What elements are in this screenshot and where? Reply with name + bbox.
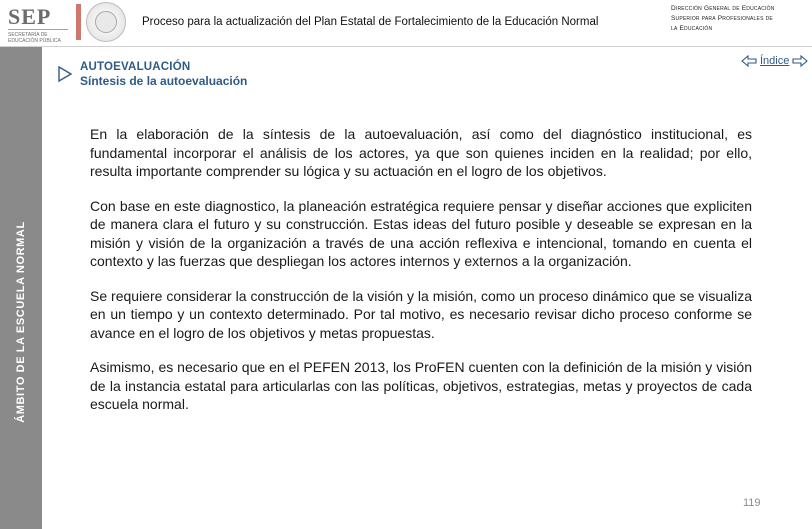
section-subtitle: Síntesis de la autoevaluación	[80, 74, 248, 88]
paragraph: Con base en este diagnostico, la planeación estratégica requiere pensar y diseñar acciones que expliciten de manera clara el futuro y su construcción. Estas ideas del futuro posible y deseable se expresan en la misión y visión de la organización a través de una acción reflexiva e intencional, tomando en cuenta el contexto y las fuerzas que despliegan los actores internos y externos a la organización.	[90, 197, 752, 269]
header	[0, 0, 812, 46]
department-line: Dirección General de Educación	[671, 5, 775, 12]
department-line: Superior para Profesionales de	[671, 15, 773, 22]
department-line: la Educación	[671, 25, 713, 32]
department-name	[671, 4, 803, 34]
index-link[interactable]: Índice	[760, 55, 790, 67]
paragraph: Se requiere considerar la construcción de la visión y la misión, como un proceso dinámico que se visualiza en un tiempo y un contexto determinado. Por tal motivo, es necesario revisar dicho proceso conforme se avance en el logro de los objetivos y metas propuestas.	[90, 287, 752, 341]
sep-logo	[8, 4, 70, 42]
sidebar-label: ÁMBITO DE LA ESCUELA NORMAL	[15, 221, 27, 423]
paragraph: En la elaboración de la síntesis de la autoevaluación, así como del diagnóstico institucional, es fundamental incorporar el análisis de los actores, ya que son quienes inciden en la realidad; por ello, resulta importante comprender su lógica y su actuación en el logro de los objetivos.	[90, 126, 752, 179]
national-seal-icon	[86, 2, 126, 42]
logo-divider	[8, 29, 68, 30]
sep-logo-text: SEP	[8, 4, 52, 29]
paragraph: Asimismo, es necesario que en el PEFEN 2013, los ProFEN cuenten con la definición de la misión y visión de la instancia estatal para articularlas con las políticas, objetivos, estrategias, metas y proyectos de cada escuela normal.	[90, 359, 752, 412]
body-text	[90, 125, 752, 430]
sep-logo-subtitle: SECRETARÍA DE EDUCACIÓN PÚBLICA	[8, 32, 61, 44]
arrow-left-icon[interactable]	[741, 55, 757, 67]
logo-stripe	[76, 4, 81, 40]
header-title: Proceso para la actualización del Plan Estatal de Fortalecimiento de la Educación Normal	[142, 16, 599, 28]
index-navigation	[741, 53, 808, 69]
header-divider	[0, 46, 812, 47]
arrow-right-icon[interactable]	[792, 55, 808, 67]
section-title: AUTOEVALUACIÓN	[80, 61, 191, 73]
page-number: 119	[743, 497, 761, 509]
sidebar	[0, 47, 42, 529]
play-triangle-icon	[57, 66, 73, 82]
